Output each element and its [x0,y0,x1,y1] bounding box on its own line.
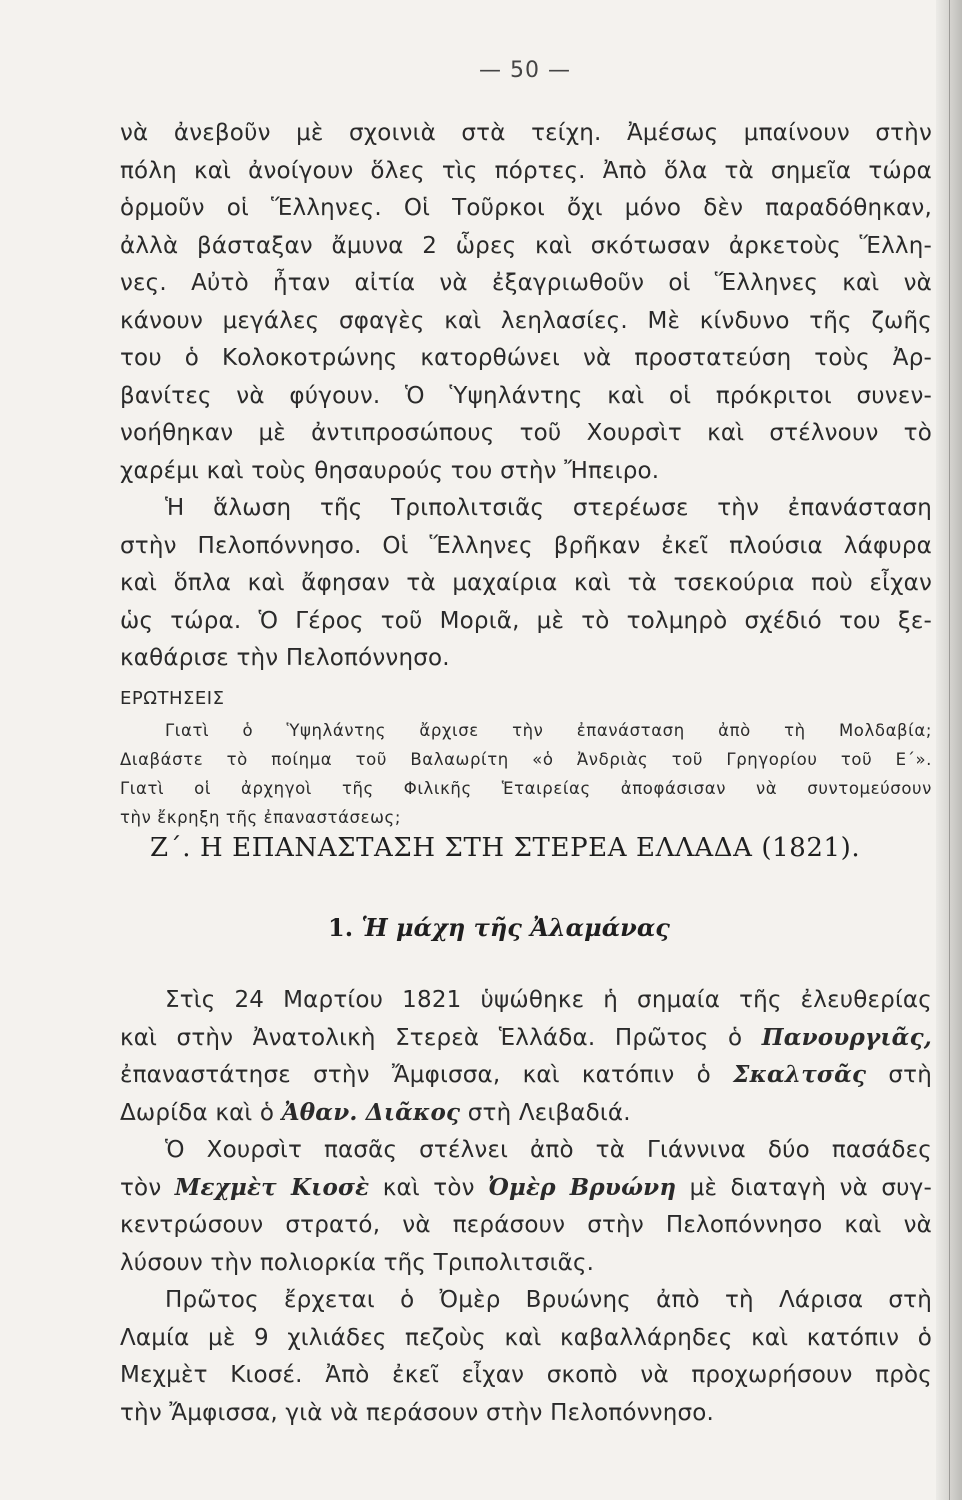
text-span: καὶ τὸν [369,1175,489,1201]
text-span: Δωρίδα καὶ ὁ [120,1100,282,1126]
text-line: κάνουν μεγάλες σφαγὲς καὶ λεηλασίες. Μὲ κίνδυνο τῆς ζωῆς [120,308,932,334]
text-span: μὲ διαταγὴ νὰ συγ- [676,1175,932,1201]
text-line [120,1023,932,1053]
text-span: ἐπαναστάτησε στὴν Ἄμφισσα, καὶ κατόπιν ὁ [120,1062,734,1088]
text-line: Λαμία μὲ 9 χιλιάδες πεζοὺς καὶ καβαλλάρηδες καὶ κατόπιν ὁ [120,1325,932,1351]
question-item: τὴν ἔκρηξη τῆς ἐπαναστάσεως; [120,808,401,827]
text-line: ὁρμοῦν οἱ Ἕλληνες. Οἱ Τοῦρκοι ὄχι μόνο δὲν παραδόθηκαν, [120,195,932,221]
text-line [120,1173,932,1203]
chapter-title: Ζ´. Η ΕΠΑΝΑΣΤΑΣΗ ΣΤΗ ΣΤΕΡΕΑ ΕΛΛΑΔΑ (1821). [150,833,861,863]
name-mehmet-kiose: Μεχμὲτ Κιοσὲ [174,1174,370,1201]
text-line [120,1098,932,1128]
text-line: Ἡ ἅλωση τῆς Τριπολιτσιᾶς στερέωσε τὴν ἐπανάσταση [165,495,932,521]
question-item: Γιατὶ ὁ Ὑψηλάντης ἄρχισε τὴν ἐπανάσταση ἀπὸ τὴ Μολδαβία; [165,721,932,740]
section-heading [328,913,670,942]
text-line: ὡς τώρα. Ὁ Γέρος τοῦ Μοριᾶ, μὲ τὸ τολμηρὸ σχέδιό του ξε- [120,608,932,634]
text-line [120,1060,932,1090]
text-line: χαρέμι καὶ τοὺς θησαυρούς του στὴν Ἤπειρο. [120,458,660,484]
name-omer-vryonis: Ὀμὲρ Βρυώνη [488,1174,677,1201]
name-panourgias: Πανουργιᾶς, [761,1024,932,1051]
text-line: ἀλλὰ βάσταξαν ἄμυνα 2 ὧρες καὶ σκότωσαν ἀρκετοὺς Ἕλλη- [120,233,932,259]
text-line: Στὶς 24 Μαρτίου 1821 ὑψώθηκε ἡ σημαία τῆς ἐλευθερίας [165,987,932,1013]
text-span: τὸν [120,1175,175,1201]
text-line: βανίτες νὰ φύγουν. Ὁ Ὑψηλάντης καὶ οἱ πρόκριτοι συνεν- [120,383,932,409]
text-span: στὴ Λειβαδιά. [460,1100,631,1126]
page-edge-line [949,0,950,1500]
text-span: στὴ [866,1062,932,1088]
text-line: νὰ ἀνεβοῦν μὲ σχοινιὰ στὰ τείχη. Ἀμέσως μπαίνουν στὴν [120,120,932,146]
name-skaltsas: Σκαλτσᾶς [733,1061,867,1088]
question-item: Γιατὶ οἱ ἀρχηγοὶ τῆς Φιλικῆς Ἑταιρείας ἀποφάσισαν νὰ συντομεύσουν [120,779,932,798]
text-line: λύσουν τὴν πολιορκία τῆς Τριπολιτσιᾶς. [120,1250,595,1276]
text-line: Πρῶτος ἔρχεται ὁ Ὀμὲρ Βρυώνης ἀπὸ τὴ Λάρισα στὴ [165,1287,932,1313]
text-line: του ὁ Κολοκοτρώνης κατορθώνει νὰ προστατεύση τοὺς Ἀρ- [120,345,932,371]
text-line: πόλη καὶ ἀνοίγουν ὅλες τὶς πόρτες. Ἀπὸ ὅλα τὰ σημεῖα τώρα [120,158,932,184]
text-span: καὶ στὴν Ἀνατολικὴ Στερεὰ Ἑλλάδα. Πρῶτος ὁ [120,1025,762,1051]
section-title: Ἡ μάχη τῆς Ἀλαμάνας [361,913,670,942]
section-number: 1. [328,913,354,942]
text-line: νες. Αὐτὸ ἦταν αἰτία νὰ ἐξαγριωθοῦν οἱ Ἕλληνες καὶ νὰ [120,270,932,296]
text-line: καὶ ὅπλα καὶ ἄφησαν τὰ μαχαίρια καὶ τὰ τσεκούρια ποὺ εἶχαν [120,570,932,596]
text-line: νοήθηκαν μὲ ἀντιπροσώπους τοῦ Χουρσὶτ καὶ στέλνουν τὸ [120,420,932,446]
text-line: Ὁ Χουρσὶτ πασᾶς στέλνει ἀπὸ τὰ Γιάννινα δύο πασάδες [165,1137,932,1163]
questions-heading: ΕΡΩΤΗΣΕΙΣ [120,688,225,709]
text-line: καθάρισε τὴν Πελοπόννησο. [120,645,450,671]
question-item: Διαβάστε τὸ ποίημα τοῦ Βαλαωρίτη «ὁ Ἀνδριὰς τοῦ Γρηγορίου τοῦ Ε´». [120,750,932,769]
text-line: στὴν Πελοπόννησο. Οἱ Ἕλληνες βρῆκαν ἐκεῖ πλούσια λάφυρα [120,533,932,559]
text-line: Μεχμὲτ Κιοσέ. Ἀπὸ ἐκεῖ εἶχαν σκοπὸ νὰ προχωρήσουν πρὸς [120,1362,932,1388]
text-line: κεντρώσουν στρατό, νὰ περάσουν στὴν Πελοπόννησο καὶ νὰ [120,1212,932,1238]
page-number: — 50 — [479,58,571,83]
name-diakos: Ἀθαν. Διᾶκος [281,1099,461,1126]
text-line: τὴν Ἄμφισσα, γιὰ νὰ περάσουν στὴν Πελοπόννησο. [120,1400,715,1426]
